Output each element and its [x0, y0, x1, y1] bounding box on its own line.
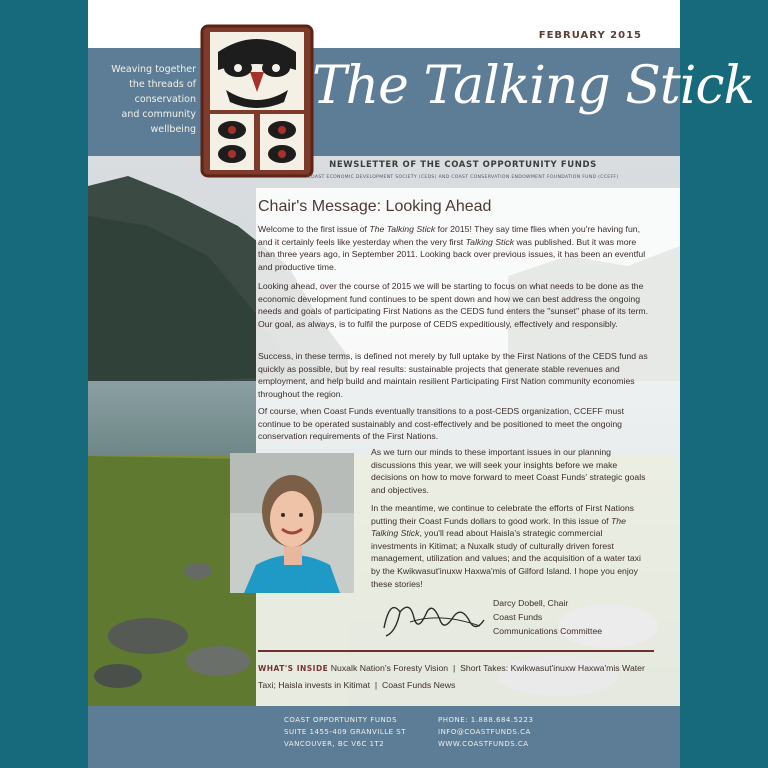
paragraph-3: Success, in these terms, is defined not merely by full uptake by the First Nations of the CEDS fund as quickly as possible, but by real results: sustainable projects that generate stable revenues and employment, and help build and maintain resilient Participating First Nation community economies throughout the region.	[258, 351, 648, 399]
address-line: COAST OPPORTUNITY FUNDS	[284, 716, 398, 724]
newsletter-sub-subtitle: COAST ECONOMIC DEVELOPMENT SOCIETY (CEDS) AND COAST CONSERVATION ENDOWMENT FOUNDATION FUND (CCEFF)	[307, 175, 619, 180]
website-link[interactable]: WWW.COASTFUNDS.CA	[438, 740, 529, 748]
signature-org: Coast Funds	[493, 612, 543, 622]
whats-inside-label: WHAT'S INSIDE	[258, 664, 329, 673]
tagline-line: wellbeing	[150, 124, 196, 135]
footer-address	[284, 714, 406, 750]
paragraph-2: Looking ahead, over the course of 2015 we will be starting to focus on what needs to be done as the economic development fund continues to be spent down and how we can best address the ongoing needs and goals of participating First Nations as the CEDS fund enters the "sunset" phase of its term. Our goal, as always, is to fulfil the purpose of CEDS expeditiously, effectively and responsibly.	[258, 281, 649, 329]
paragraph-text: , you'll read about Haisla's strategic commercial investments in Kitimat; a Nuxalk study of culturally driven forest management, utilization and values; and the acquisition of a water taxi by the Kwikwasut'inuxw Haxwa'mis of Gilford Island. I hope you enjoy these stories!	[371, 528, 641, 589]
tagline-line: Weaving together	[111, 64, 196, 75]
address-line: SUITE 1455-409 GRANVILLE ST	[284, 728, 407, 736]
newsletter-title: The Talking Stick	[312, 56, 754, 116]
chair-portrait-photo	[230, 453, 354, 593]
separator: |	[450, 663, 458, 673]
paragraph-4: Of course, when Coast Funds eventually transitions to a post-CEDS organization, CCEFF must continue to be operated sustainably and cost-effectively and be positioned to meet the ongoing conservation requirements of the First Nations.	[258, 406, 624, 442]
divider	[258, 650, 654, 652]
newsletter-page	[88, 0, 754, 768]
paragraph-1	[258, 223, 650, 273]
tagline	[104, 62, 196, 137]
issue-date: FEBRUARY 2015	[538, 30, 642, 41]
tagline-line: the threads of	[129, 79, 196, 90]
address-line: VANCOUVER, BC V6C 1T2	[284, 740, 385, 748]
tagline-line: and community	[121, 109, 196, 120]
separator: |	[372, 680, 380, 690]
whats-inside	[258, 660, 658, 693]
paragraph-text: for 2015! They say time flies when you're having fun, and it certainly feels like yesterday when the very first	[258, 224, 641, 247]
phone: PHONE: 1.888.684.5223	[438, 716, 534, 724]
paragraph-5: As we turn our minds to these important issues in our planning discussions this year, we will seek your insights before we make decisions on how to move forward to meet Coast Funds' strategic goals and objectives.	[371, 447, 646, 495]
email-link[interactable]: INFO@COASTFUNDS.CA	[438, 728, 531, 736]
paragraph-6	[371, 502, 651, 590]
signature-name: Darcy Dobell, Chair	[493, 598, 569, 608]
paragraph-text: was published. But it was more than three years ago, in September 2011. Looking back over previous issues, it has been an eventful and productive time.	[258, 236, 646, 272]
inside-item: Coast Funds News	[381, 680, 456, 690]
signature-committee: Communications Committee	[493, 626, 603, 636]
inside-item: Short Takes: Kwikwasut'inuxw Haxwa'mis Water Taxi; Haisla invests in Kitimat	[258, 663, 645, 690]
publication-title: The Talking Stick	[371, 515, 626, 539]
tagline-line: conservation	[134, 94, 196, 105]
newsletter-subtitle: NEWSLETTER OF THE COAST OPPORTUNITY FUNDS	[329, 160, 597, 170]
publication-title: Talking Stick	[465, 236, 515, 247]
handwritten-signature	[380, 592, 490, 642]
paragraph-text: Welcome to the first issue of	[258, 224, 370, 234]
paragraph-text: In the meantime, we continue to celebrate the efforts of First Nations putting their Coast Funds dollars to good work. In this issue of	[371, 503, 635, 526]
inside-item: Nuxalk Nation's Foresty Vision	[330, 663, 449, 673]
article-heading: Chair's Message: Looking Ahead	[258, 198, 492, 215]
totem-logo-icon	[200, 24, 314, 178]
footer-contact	[438, 714, 533, 750]
publication-title: The Talking Stick	[369, 224, 436, 234]
